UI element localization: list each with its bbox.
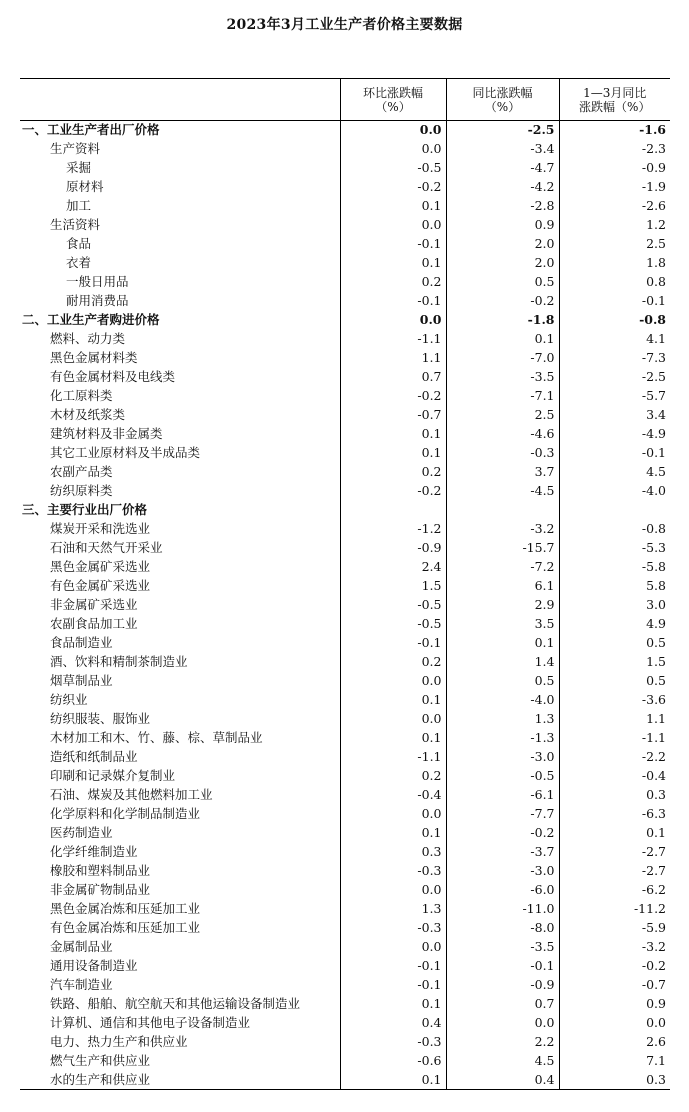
table-row	[20, 292, 670, 311]
row-label: 铁路、船舶、航空航天和其他运输设备制造业	[50, 996, 301, 1011]
yoy-cell: 0.5	[446, 273, 559, 292]
table-row	[20, 520, 670, 539]
yoy-cell: -11.0	[446, 900, 559, 919]
ytd-cell: 1.5	[559, 653, 670, 672]
header-yoy	[446, 79, 559, 121]
ytd-cell: -2.3	[559, 140, 670, 159]
yoy-cell: 2.0	[446, 254, 559, 273]
yoy-cell: -3.4	[446, 140, 559, 159]
document-title: 2023年3月工业生产者价格主要数据	[226, 17, 463, 33]
ytd-cell: -1.9	[559, 178, 670, 197]
table-row	[20, 216, 670, 235]
table-header	[20, 79, 670, 121]
yoy-cell: 0.9	[446, 216, 559, 235]
mom-cell: 0.3	[340, 843, 446, 862]
ytd-cell: 1.2	[559, 216, 670, 235]
row-label: 有色金属材料及电线类	[50, 369, 176, 384]
ytd-cell: 0.0	[559, 1014, 670, 1033]
header-yoy-line2: （%）	[484, 99, 521, 114]
yoy-cell: -15.7	[446, 539, 559, 558]
mom-cell: -0.3	[340, 919, 446, 938]
mom-cell: 0.0	[340, 881, 446, 900]
row-label: 水的生产和供应业	[20, 1071, 340, 1090]
ytd-cell: 4.5	[559, 463, 670, 482]
ytd-cell: -2.2	[559, 748, 670, 767]
table-row	[20, 748, 670, 767]
table-row	[20, 444, 670, 463]
yoy-cell: -3.5	[446, 938, 559, 957]
table-row	[20, 729, 670, 748]
mom-cell: -0.2	[340, 178, 446, 197]
yoy-cell: -1.3	[446, 729, 559, 748]
yoy-cell: -0.3	[446, 444, 559, 463]
row-label: 木材加工和木、竹、藤、棕、草制品业	[50, 730, 263, 745]
ytd-cell: -0.8	[559, 520, 670, 539]
table-row	[20, 330, 670, 349]
ytd-cell	[559, 501, 670, 520]
mom-cell: -0.1	[340, 292, 446, 311]
row-label: 食品制造业	[50, 635, 113, 650]
yoy-cell: -0.1	[446, 957, 559, 976]
yoy-cell: -4.6	[446, 425, 559, 444]
ytd-cell: 0.5	[559, 634, 670, 653]
table-row	[20, 938, 670, 957]
row-label: 农副食品加工业	[50, 616, 138, 631]
row-label: 纺织原料类	[50, 483, 113, 498]
mom-cell: -0.7	[340, 406, 446, 425]
ytd-cell: 3.4	[559, 406, 670, 425]
ytd-cell: 0.1	[559, 824, 670, 843]
row-label: 石油、煤炭及其他燃料加工业	[50, 787, 213, 802]
table-row	[20, 254, 670, 273]
yoy-cell: -2.5	[446, 121, 559, 140]
row-label: 印刷和记录媒介复制业	[50, 768, 176, 783]
ytd-cell: -11.2	[559, 900, 670, 919]
yoy-cell: -3.2	[446, 520, 559, 539]
mom-cell: 0.0	[340, 938, 446, 957]
row-label: 耐用消费品	[66, 293, 129, 308]
ytd-cell: 1.1	[559, 710, 670, 729]
ytd-cell: 2.5	[559, 235, 670, 254]
table-row	[20, 235, 670, 254]
row-label: 燃气生产和供应业	[50, 1053, 151, 1068]
mom-cell: -0.2	[340, 482, 446, 501]
yoy-cell: -3.0	[446, 748, 559, 767]
yoy-cell: 3.5	[446, 615, 559, 634]
row-label: 农副产品类	[50, 464, 113, 479]
row-label: 电力、热力生产和供应业	[50, 1034, 188, 1049]
mom-cell: 0.0	[340, 805, 446, 824]
table-row	[20, 843, 670, 862]
row-label: 化学原料和化学制品制造业	[50, 806, 201, 821]
yoy-cell: 1.4	[446, 653, 559, 672]
table-row	[20, 786, 670, 805]
yoy-cell: -3.5	[446, 368, 559, 387]
ytd-cell: -0.7	[559, 976, 670, 995]
table-row	[20, 710, 670, 729]
row-label: 生活资料	[50, 217, 101, 232]
ytd-cell: -6.2	[559, 881, 670, 900]
ytd-cell: 0.3	[559, 1071, 670, 1090]
mom-cell: -0.6	[340, 1052, 446, 1071]
ytd-cell: 0.9	[559, 995, 670, 1014]
mom-cell: 0.1	[340, 995, 446, 1014]
mom-cell: 0.1	[340, 425, 446, 444]
mom-cell: 1.3	[340, 900, 446, 919]
mom-cell: -0.5	[340, 159, 446, 178]
mom-cell: 0.1	[340, 824, 446, 843]
header-mom-line1: 环比涨跌幅	[362, 85, 423, 100]
ytd-cell: -5.7	[559, 387, 670, 406]
mom-cell: -0.3	[340, 862, 446, 881]
table-row	[20, 596, 670, 615]
row-label: 非金属矿采选业	[50, 597, 138, 612]
yoy-cell: 0.7	[446, 995, 559, 1014]
row-label: 三、主要行业出厂价格	[22, 502, 148, 517]
yoy-cell: -0.2	[446, 824, 559, 843]
header-ytd-line1: 1—3月同比	[583, 85, 647, 100]
ytd-cell: 7.1	[559, 1052, 670, 1071]
mom-cell: 0.2	[340, 653, 446, 672]
row-label: 木材及纸浆类	[50, 407, 126, 422]
header-ytd	[559, 79, 670, 121]
table-row	[20, 1014, 670, 1033]
mom-cell: 2.4	[340, 558, 446, 577]
yoy-cell: 2.2	[446, 1033, 559, 1052]
table-row	[20, 577, 670, 596]
table-row	[20, 767, 670, 786]
mom-cell: 0.0	[340, 121, 446, 140]
yoy-cell: -0.2	[446, 292, 559, 311]
yoy-cell: -2.8	[446, 197, 559, 216]
yoy-cell: -1.8	[446, 311, 559, 330]
table-row	[20, 197, 670, 216]
table-row	[20, 178, 670, 197]
row-label: 橡胶和塑料制品业	[50, 863, 151, 878]
table-row	[20, 159, 670, 178]
row-label: 纺织业	[50, 692, 88, 707]
mom-cell: 0.1	[340, 729, 446, 748]
mom-cell: 0.0	[340, 216, 446, 235]
mom-cell: 0.1	[340, 691, 446, 710]
yoy-cell: 0.0	[446, 1014, 559, 1033]
ytd-cell: 1.8	[559, 254, 670, 273]
ytd-cell: 4.1	[559, 330, 670, 349]
row-label: 其它工业原材料及半成品类	[50, 445, 201, 460]
table-row	[20, 463, 670, 482]
row-label: 燃料、动力类	[50, 331, 126, 346]
mom-cell: 0.0	[340, 311, 446, 330]
row-label: 黑色金属材料类	[50, 350, 138, 365]
row-label: 医药制造业	[50, 825, 113, 840]
row-label: 石油和天然气开采业	[50, 540, 163, 555]
row-label: 非金属矿物制品业	[50, 882, 151, 897]
header-yoy-line1: 同比涨跌幅	[472, 85, 533, 100]
mom-cell: -1.1	[340, 330, 446, 349]
table-row	[20, 273, 670, 292]
mom-cell: 0.1	[340, 1071, 446, 1090]
table-row	[20, 919, 670, 938]
mom-cell: -0.3	[340, 1033, 446, 1052]
table-row	[20, 862, 670, 881]
yoy-cell: 3.7	[446, 463, 559, 482]
price-data-table	[20, 78, 670, 1090]
mom-cell: 0.0	[340, 140, 446, 159]
table-row	[20, 368, 670, 387]
header-ytd-line2: 涨跌幅（%）	[579, 99, 651, 114]
row-label: 有色金属冶炼和压延加工业	[50, 920, 201, 935]
mom-cell: 0.1	[340, 197, 446, 216]
yoy-cell	[446, 501, 559, 520]
ytd-cell: -3.6	[559, 691, 670, 710]
yoy-cell: 2.0	[446, 235, 559, 254]
mom-cell: -0.1	[340, 235, 446, 254]
yoy-cell: 0.4	[446, 1071, 559, 1090]
yoy-cell: 4.5	[446, 1052, 559, 1071]
ytd-cell: 0.5	[559, 672, 670, 691]
ytd-cell: -4.0	[559, 482, 670, 501]
header-mom	[340, 79, 446, 121]
table-row	[20, 140, 670, 159]
header-label-column	[20, 79, 340, 121]
table-row	[20, 634, 670, 653]
row-label: 汽车制造业	[50, 977, 113, 992]
row-label: 金属制品业	[50, 939, 113, 954]
table-row	[20, 672, 670, 691]
row-label: 计算机、通信和其他电子设备制造业	[50, 1015, 251, 1030]
mom-cell: 0.0	[340, 710, 446, 729]
ytd-cell: -5.3	[559, 539, 670, 558]
yoy-cell: -7.0	[446, 349, 559, 368]
row-label: 采掘	[66, 160, 92, 175]
mom-cell: 0.2	[340, 463, 446, 482]
mom-cell: -0.5	[340, 596, 446, 615]
mom-cell: 0.0	[340, 672, 446, 691]
ytd-cell: -0.9	[559, 159, 670, 178]
mom-cell: 0.7	[340, 368, 446, 387]
table-body	[20, 121, 670, 1090]
ytd-cell: -0.1	[559, 444, 670, 463]
table-row	[20, 976, 670, 995]
mom-cell: -0.9	[340, 539, 446, 558]
mom-cell	[340, 501, 446, 520]
table-row	[20, 615, 670, 634]
table-row	[20, 995, 670, 1014]
row-label: 纺织服装、服饰业	[50, 711, 151, 726]
table-row	[20, 881, 670, 900]
yoy-cell: 2.5	[446, 406, 559, 425]
table-row	[20, 653, 670, 672]
ytd-cell: -2.7	[559, 843, 670, 862]
ytd-cell: 0.8	[559, 273, 670, 292]
table-row	[20, 900, 670, 919]
table-row	[20, 1071, 670, 1090]
row-label: 一般日用品	[66, 274, 129, 289]
mom-cell: -0.2	[340, 387, 446, 406]
ytd-cell: -2.7	[559, 862, 670, 881]
ytd-cell: -4.9	[559, 425, 670, 444]
table-row	[20, 406, 670, 425]
ytd-cell: 4.9	[559, 615, 670, 634]
yoy-cell: -7.7	[446, 805, 559, 824]
table-row	[20, 824, 670, 843]
mom-cell: 0.2	[340, 273, 446, 292]
mom-cell: -0.5	[340, 615, 446, 634]
ytd-cell: -5.8	[559, 558, 670, 577]
yoy-cell: -4.2	[446, 178, 559, 197]
ytd-cell: -0.1	[559, 292, 670, 311]
yoy-cell: 2.9	[446, 596, 559, 615]
ytd-cell: 5.8	[559, 577, 670, 596]
table-row	[20, 691, 670, 710]
yoy-cell: 6.1	[446, 577, 559, 596]
ytd-cell: -6.3	[559, 805, 670, 824]
mom-cell: 1.5	[340, 577, 446, 596]
yoy-cell: -3.0	[446, 862, 559, 881]
row-label: 化工原料类	[50, 388, 113, 403]
ytd-cell: -0.4	[559, 767, 670, 786]
ytd-cell: -1.1	[559, 729, 670, 748]
yoy-cell: 1.3	[446, 710, 559, 729]
yoy-cell: -6.0	[446, 881, 559, 900]
yoy-cell: -4.0	[446, 691, 559, 710]
row-label: 造纸和纸制品业	[50, 749, 138, 764]
row-label: 黑色金属矿采选业	[50, 559, 151, 574]
ytd-cell: -2.6	[559, 197, 670, 216]
row-label: 衣着	[66, 255, 92, 270]
table-row	[20, 387, 670, 406]
row-label: 酒、饮料和精制茶制造业	[50, 654, 188, 669]
mom-cell: -0.1	[340, 957, 446, 976]
row-label: 食品	[66, 236, 92, 251]
row-label: 化学纤维制造业	[50, 844, 138, 859]
row-label: 原材料	[66, 179, 104, 194]
ytd-cell: -7.3	[559, 349, 670, 368]
table-row	[20, 425, 670, 444]
ytd-cell: -1.6	[559, 121, 670, 140]
mom-cell: -0.4	[340, 786, 446, 805]
yoy-cell: 0.5	[446, 672, 559, 691]
header-mom-line2: （%）	[375, 99, 411, 114]
header-row	[20, 79, 670, 121]
table-row	[20, 1033, 670, 1052]
price-data-table-container	[20, 78, 670, 1090]
table-row	[20, 482, 670, 501]
ytd-cell: -0.2	[559, 957, 670, 976]
row-label: 煤炭开采和洗选业	[50, 521, 151, 536]
section-row	[20, 121, 670, 140]
mom-cell: -0.1	[340, 634, 446, 653]
row-label: 通用设备制造业	[50, 958, 138, 973]
yoy-cell: -7.2	[446, 558, 559, 577]
yoy-cell: -3.7	[446, 843, 559, 862]
ytd-cell: -3.2	[559, 938, 670, 957]
table-row	[20, 805, 670, 824]
yoy-cell: -7.1	[446, 387, 559, 406]
yoy-cell: 0.1	[446, 330, 559, 349]
ytd-cell: 0.3	[559, 786, 670, 805]
table-row	[20, 539, 670, 558]
mom-cell: -1.2	[340, 520, 446, 539]
table-row	[20, 558, 670, 577]
table-row	[20, 349, 670, 368]
ytd-cell: -5.9	[559, 919, 670, 938]
mom-cell: -0.1	[340, 976, 446, 995]
row-label: 生产资料	[50, 141, 101, 156]
row-label: 黑色金属冶炼和压延加工业	[50, 901, 201, 916]
ytd-cell: 3.0	[559, 596, 670, 615]
table-row	[20, 957, 670, 976]
yoy-cell: -0.9	[446, 976, 559, 995]
section-row	[20, 311, 670, 330]
ytd-cell: -0.8	[559, 311, 670, 330]
yoy-cell: -6.1	[446, 786, 559, 805]
mom-cell: 1.1	[340, 349, 446, 368]
mom-cell: 0.4	[340, 1014, 446, 1033]
ytd-cell: -2.5	[559, 368, 670, 387]
yoy-cell: 0.1	[446, 634, 559, 653]
yoy-cell: -0.5	[446, 767, 559, 786]
mom-cell: 0.1	[340, 254, 446, 273]
yoy-cell: -4.7	[446, 159, 559, 178]
yoy-cell: -8.0	[446, 919, 559, 938]
row-label: 加工	[66, 198, 92, 213]
row-label: 建筑材料及非金属类	[50, 426, 163, 441]
mom-cell: 0.2	[340, 767, 446, 786]
ytd-cell: 2.6	[559, 1033, 670, 1052]
table-row	[20, 1052, 670, 1071]
row-label: 二、工业生产者购进价格	[22, 312, 160, 327]
section-row	[20, 501, 670, 520]
row-label: 一、工业生产者出厂价格	[22, 122, 160, 138]
mom-cell: 0.1	[340, 444, 446, 463]
row-label: 有色金属矿采选业	[50, 578, 151, 593]
row-label: 烟草制品业	[50, 673, 113, 688]
yoy-cell: -4.5	[446, 482, 559, 501]
mom-cell: -1.1	[340, 748, 446, 767]
